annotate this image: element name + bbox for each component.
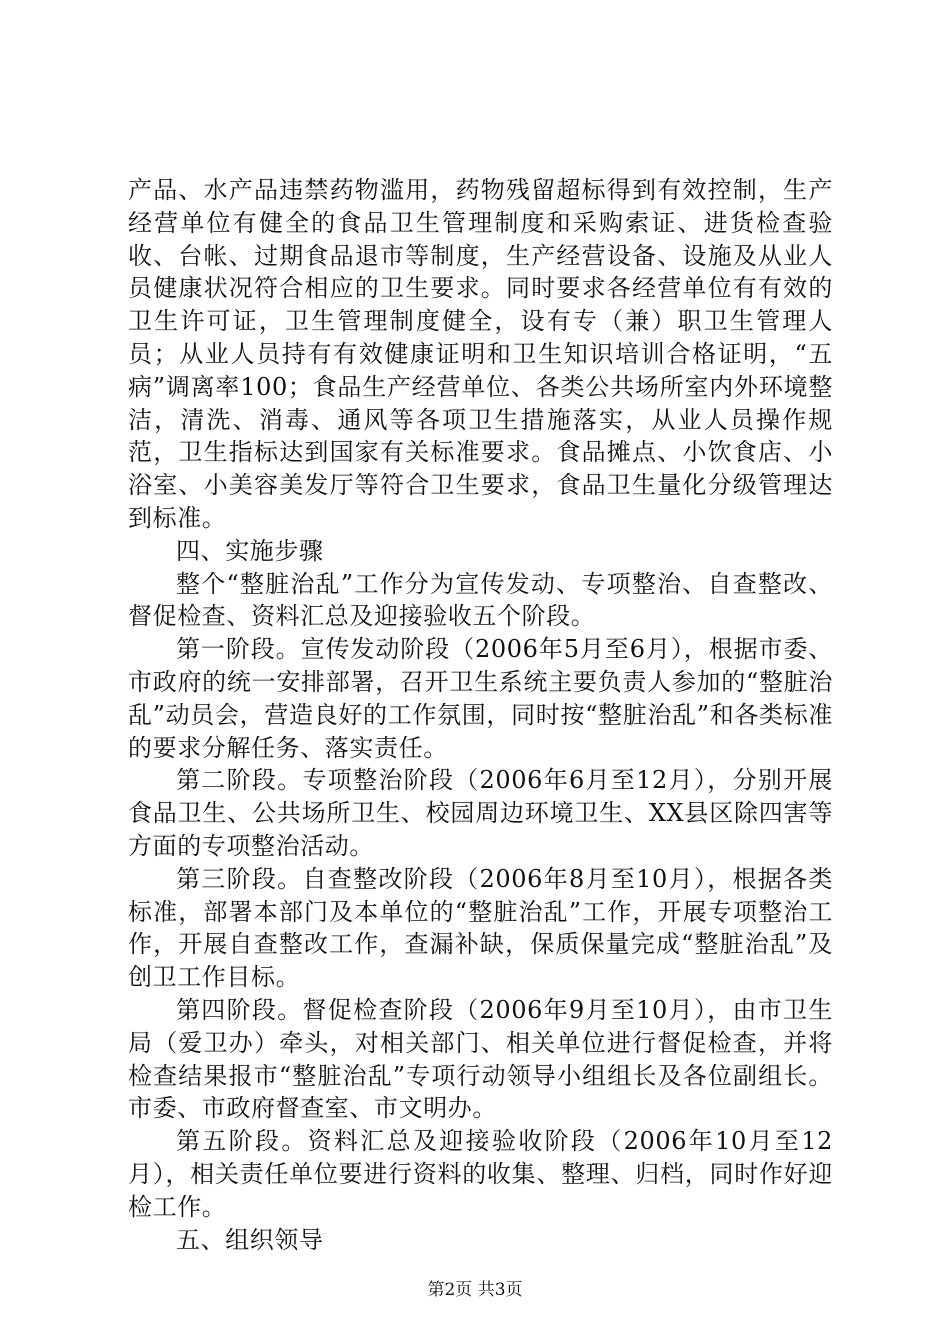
paragraph-standards: 产品、水产品违禁药物滥用，药物残留超标得到有效控制，生产经营单位有健全的食品卫生管理制度和采购索证、进货检查验收、台帐、过期食品退市等制度，生产经营设备、设施及从业人员健康状况符合相应的卫生要求。同时要求各经营单位有有效的卫生许可证，卫生管理制度健全，设有专（兼）职卫生管理人员；从业人员持有有效健康证明和卫生知识培训合格证明，“五病”调离率100；食品生产经营单位、各类公共场所室内外环境整洁，清洗、消毒、通风等各项卫生措施落实，从业人员操作规范，卫生指标达到国家有关标准要求。食品摊点、小饮食店、小浴室、小美容美发厅等符合卫生要求，食品卫生量化分级管理达到标准。 [128,176,833,532]
paragraph-stage-5: 第五阶段。资料汇总及迎接验收阶段（2006年10月至12月），相关责任单位要进行资料的收集、整理、归档，同时作好迎检工作。 [128,1127,833,1221]
heading-implementation-steps: 四、实施步骤 [176,536,324,565]
paragraph-stage-2: 第二阶段。专项整治阶段（2006年6月至12月），分别开展食品卫生、公共场所卫生、校园周边环境卫生、XX县区除四害等方面的专项整治活动。 [128,766,833,860]
page-footer: 第2页 共3页 [427,1280,523,1300]
paragraph-overview: 整个“整脏治乱”工作分为宣传发动、专项整治、自查整改、督促检查、资料汇总及迎接验收五个阶段。 [128,569,833,631]
paragraph-stage-1: 第一阶段。宣传发动阶段（2006年5月至6月），根据市委、市政府的统一安排部署，召开卫生系统主要负责人参加的“整脏治乱”动员会，营造良好的工作氛围，同时按“整脏治乱”和各类标准的要求分解任务、落实责任。 [128,635,833,762]
paragraph-stage-3: 第三阶段。自查整改阶段（2006年8月至10月），根据各类标准，部署本部门及本单位的“整脏治乱”工作，开展专项整治工作，开展自查整改工作，查漏补缺，保质保量完成“整脏治乱”及创卫工作目标。 [128,864,833,992]
paragraph-stage-4: 第四阶段。督促检查阶段（2006年9月至10月），由市卫生局（爱卫办）牵头，对相关部门、相关单位进行督促检查，并将检查结果报市“整脏治乱”专项行动领导小组组长及各位副组长。市委、市政府督查室、市文明办。 [128,995,833,1123]
document-body [128,174,833,1256]
heading-organization: 五、组织领导 [176,1225,324,1254]
